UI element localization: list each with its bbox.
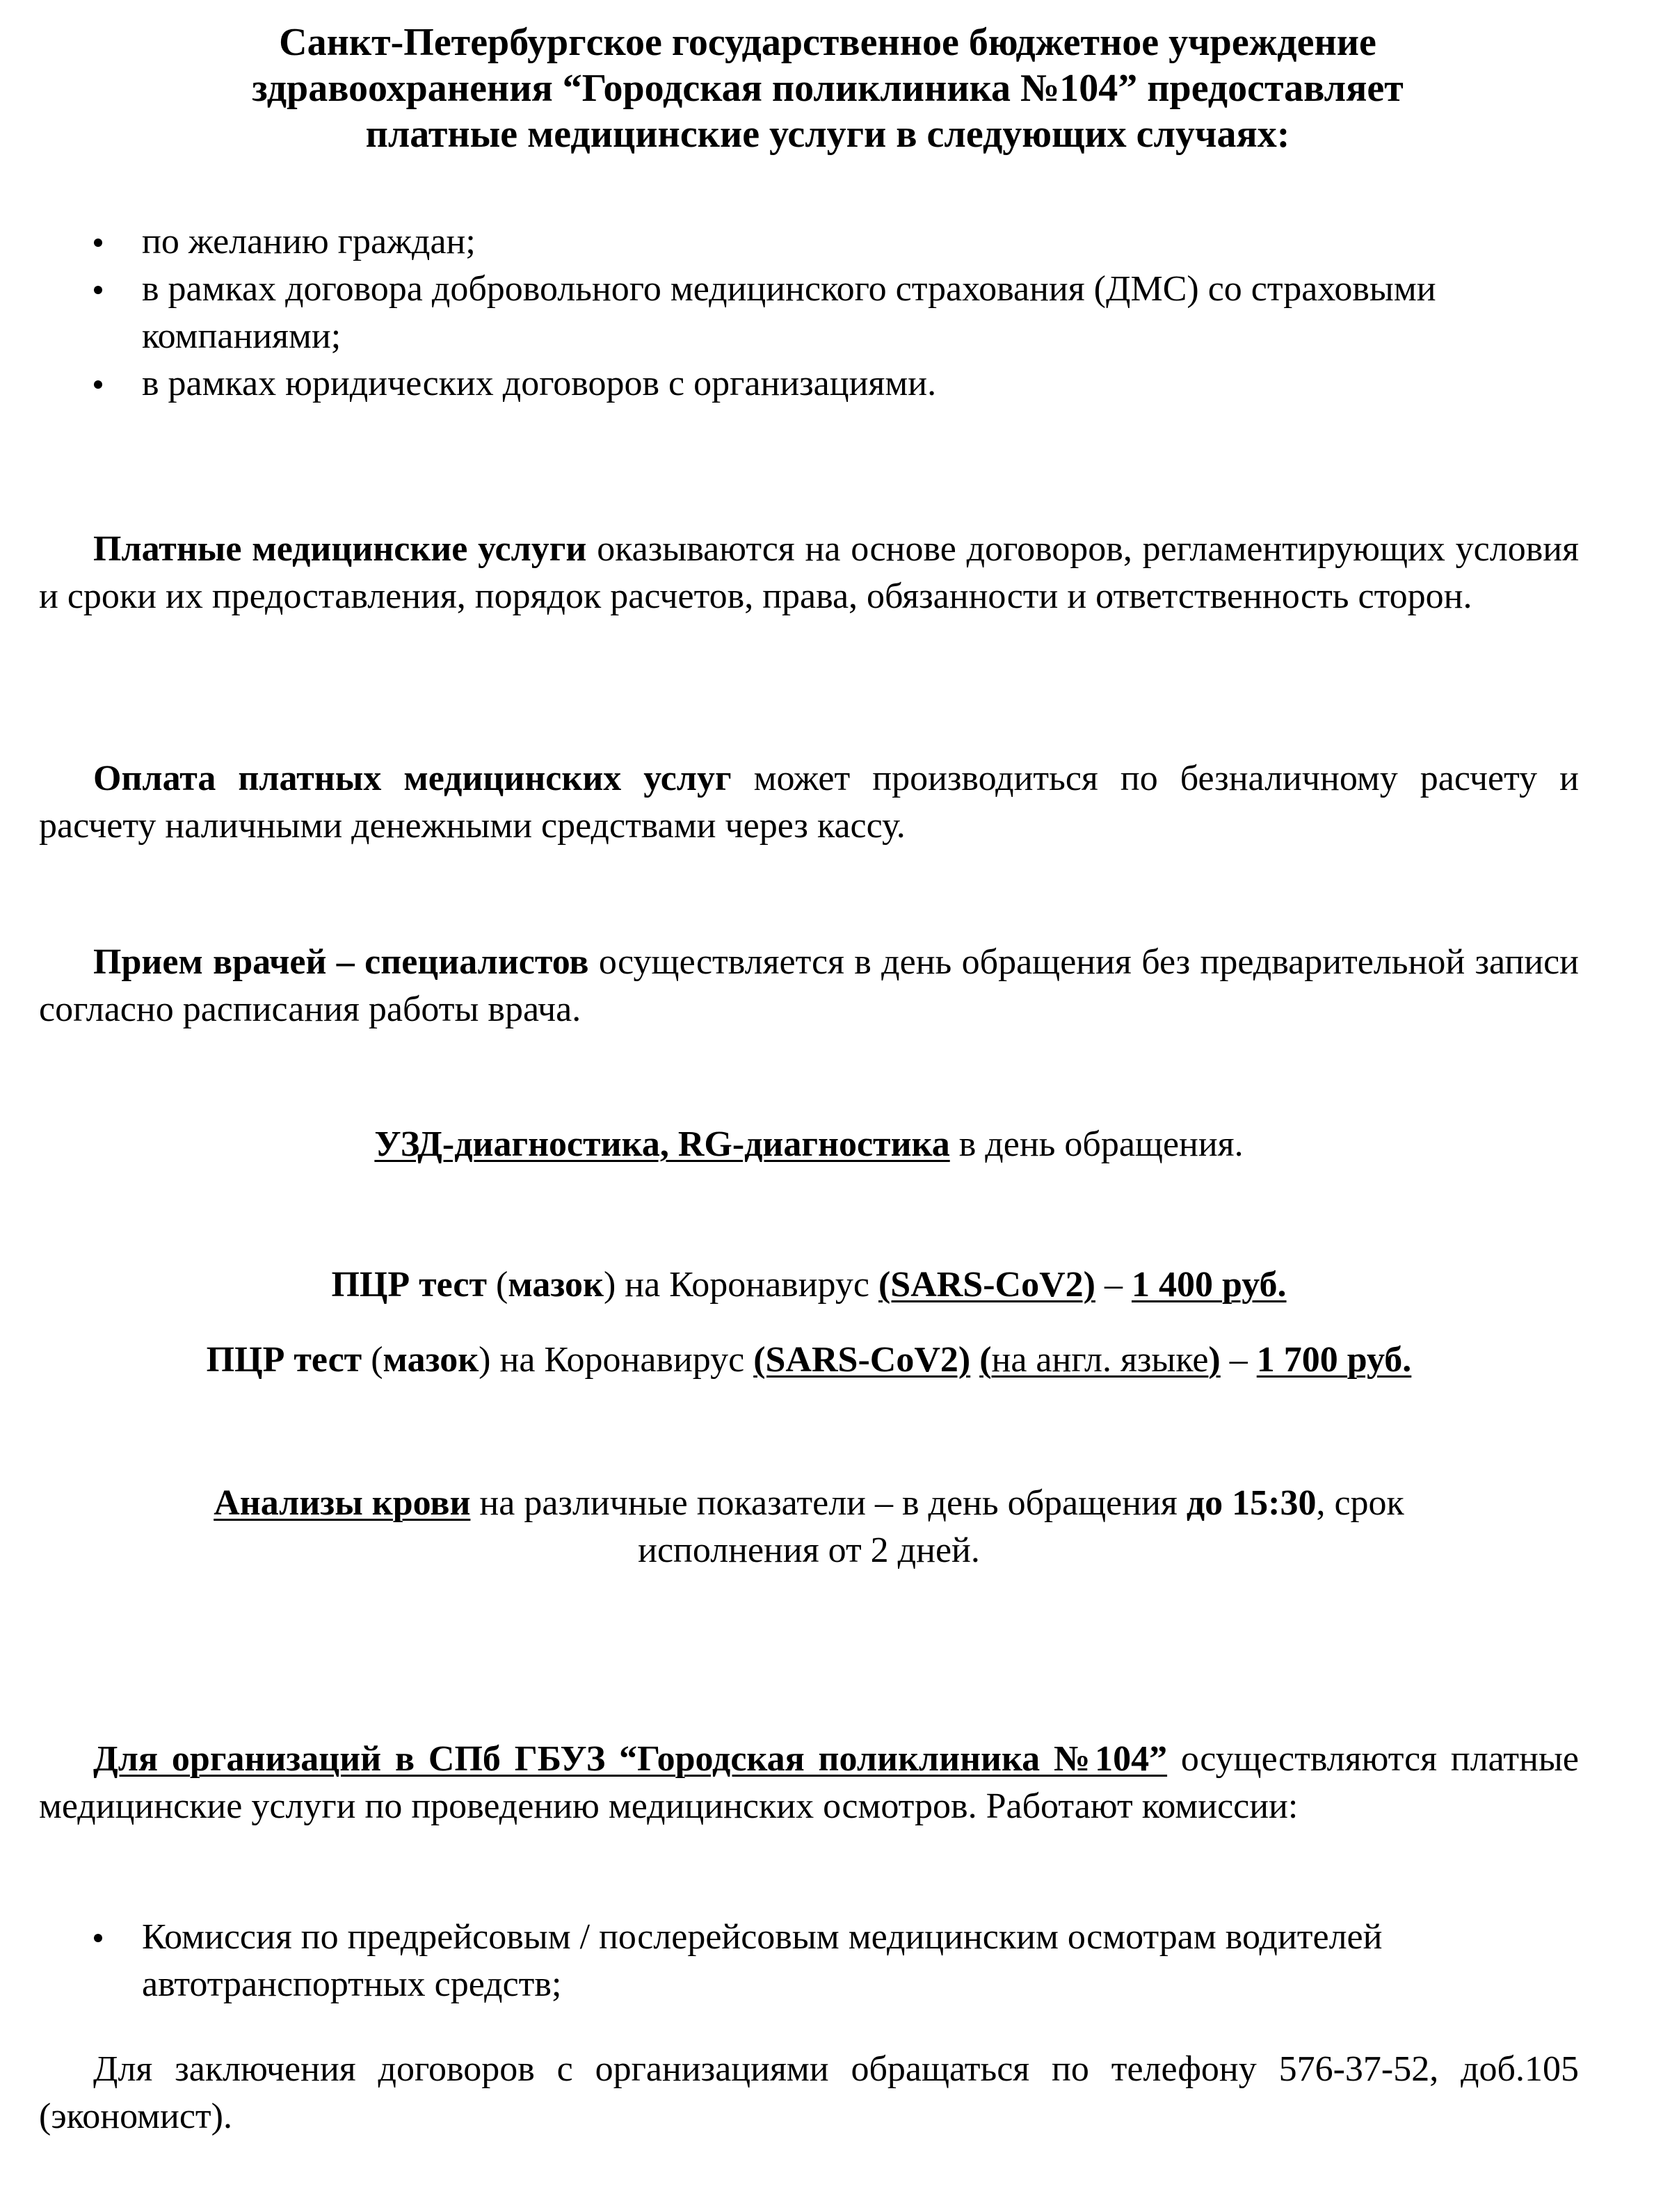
title-line-3: платные медицинские услуги в следующих случаях:	[365, 113, 1290, 156]
text: –	[1095, 1265, 1132, 1305]
pcr-test-price	[39, 1261, 1579, 1309]
text: на различные показатели – в день обращения	[470, 1483, 1187, 1523]
text: –	[1220, 1340, 1257, 1380]
text: (	[487, 1265, 508, 1305]
paragraph-text: осуществляется в день обращения без предварительной записи согласно расписания работы врача.	[39, 942, 1579, 1029]
text: ) на Коронавирус	[603, 1265, 878, 1305]
document-title	[83, 19, 1572, 157]
paragraph-heading: Прием врачей – специалистов	[93, 942, 589, 982]
diagnostics-heading: УЗД-диагностика, RG-диагностика	[374, 1124, 950, 1164]
paragraph-organizations	[39, 1736, 1579, 1830]
swab-label: мазок	[383, 1340, 479, 1380]
pcr-label: ПЦР тест	[331, 1265, 487, 1305]
paragraph-payment	[39, 755, 1579, 850]
paragraph-blood-tests	[39, 1480, 1579, 1574]
text	[970, 1340, 979, 1380]
paragraph-contact	[39, 2046, 1579, 2140]
paragraph-text: осуществляются платные медицинские услуги по проведению медицинских осмотров. Работают комиссии:	[39, 1739, 1579, 1826]
language-note: на англ. языке	[991, 1340, 1209, 1380]
pcr-label: ПЦР тест	[206, 1340, 362, 1380]
paragraph-doctors	[39, 939, 1579, 1033]
commissions-list	[39, 1914, 1579, 2008]
diagnostics-text: в день обращения.	[949, 1124, 1244, 1164]
paragraph-contracts	[39, 526, 1579, 620]
paragraph-heading: Оплата платных медицинских услуг	[93, 759, 732, 798]
list-item: в рамках договора добровольного медицинского страхования (ДМС) со страховыми компаниями;	[39, 266, 1579, 360]
paragraph-heading: Платные медицинские услуги	[93, 529, 587, 569]
bracket: (	[979, 1340, 992, 1380]
paragraph-diagnostics	[39, 1121, 1579, 1168]
paragraph-text: оказываются на основе договоров, регламентирующих условия и сроки их предоставления, порядок расчетов, права, обязанности и ответственность сторон.	[39, 529, 1579, 616]
list-item: по желанию граждан;	[39, 218, 1579, 266]
organizations-heading: Для организаций в СПб ГБУЗ “Городская поликлиника №104”	[93, 1739, 1168, 1779]
list-item: в рамках юридических договоров с организациями.	[39, 360, 1579, 407]
bracket: )	[1208, 1340, 1221, 1380]
text: ) на Коронавирус	[479, 1340, 754, 1380]
title-line-2: здравоохранения “Городская поликлиника №104” предоставляет	[252, 67, 1404, 110]
cases-list	[39, 218, 1579, 407]
list-item: Комиссия по предрейсовым / послерейсовым медицинским осмотрам водителей автотранспортных средств;	[39, 1914, 1579, 2008]
paragraph-text: может производиться по безналичному расчету и расчету наличными денежными средствами через кассу.	[39, 759, 1579, 846]
virus-label: (SARS-CoV2)	[878, 1265, 1095, 1305]
contact-text: Для заключения договоров с организациями обращаться по телефону 576-37-52, доб.105 (экономист).	[39, 2049, 1579, 2136]
deadline-time: до 15:30	[1186, 1483, 1317, 1523]
price: 1 400 руб.	[1131, 1265, 1287, 1305]
blood-line-1	[39, 1480, 1579, 1527]
price: 1 700 руб.	[1256, 1340, 1412, 1380]
text: , срок	[1316, 1483, 1404, 1523]
blood-line-2: исполнения от 2 дней.	[638, 1531, 980, 1570]
swab-label: мазок	[508, 1265, 604, 1305]
title-line-1: Санкт-Петербургское государственное бюджетное учреждение	[279, 21, 1376, 64]
text: (	[362, 1340, 383, 1380]
virus-label: (SARS-CoV2)	[753, 1340, 971, 1380]
blood-heading: Анализы крови	[214, 1483, 471, 1523]
pcr-test-english-price	[39, 1337, 1579, 1384]
